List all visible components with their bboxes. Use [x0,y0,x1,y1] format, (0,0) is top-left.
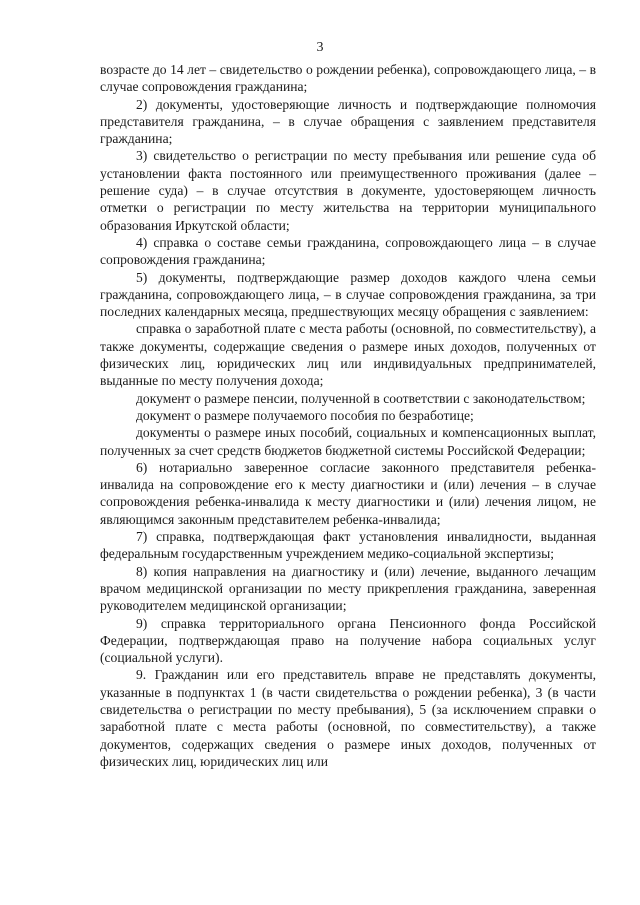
page-number: 3 [316,40,324,55]
paragraph-item-7: 7) справка, подтверждающая факт установления инвалидности, выданная федеральным государственным учреждением медико-социальной экспертизы; [100,529,596,562]
paragraph-item-5-other-benefits: документы о размере иных пособий, социальных и компенсационных выплат, полученных за счет средств бюджетов бюджетной системы Российской Федерации; [100,425,596,458]
document-body [100,61,596,770]
paragraph-item-4: 4) справка о составе семьи гражданина, сопровождающего лица – в случае сопровождения гражданина; [100,234,596,268]
paragraph-item-2: 2) документы, удостоверяющие личность и подтверждающие полномочия представителя гражданина, – в случае обращения с заявлением представителя гражданина; [100,96,596,147]
paragraph-continuation: возрасте до 14 лет – свидетельство о рождении ребенка), сопровождающего лица, – в случае сопровождения гражданина; [100,62,596,95]
paragraph-item-5-unemployment: документ о размере получаемого пособия по безработице; [136,407,474,423]
paragraph-item-5: 5) документы, подтверждающие размер доходов каждого члена семьи гражданина, сопровождающего лица, – в случае сопровождения гражданина, за три последних календарных месяца, предшествующих месяцу обращения с заявлением: [100,269,596,320]
paragraph-item-8: 8) копия направления на диагностику и (или) лечение, выданного лечащим врачом медицинской организации по месту прикрепления гражданина, заверенная руководителем медицинской организации; [100,563,596,614]
paragraph-item-3: 3) свидетельство о регистрации по месту пребывания или решение суда об установлении факта постоянного или преимущественного проживания (далее – решение суда) – в случае отсутствия в документе, удостоверяющем личность отметки о регистрации по месту жительства на территории муниципального образования Иркутской области; [100,148,596,233]
paragraph-item-9: 9) справка территориального органа Пенсионного фонда Российской Федерации, подтверждающая право на получение набора социальных услуг (социальной услуги). [100,615,596,666]
paragraph-item-5-pension: документ о размере пенсии, полученной в соответствии с законодательством; [136,390,586,406]
paragraph-section-9: 9. Гражданин или его представитель вправе не представлять документы, указанные в подпунктах 1 (в части свидетельства о рождении ребенка), 3 (в части свидетельства о регистрации по месту пребывания), 5 (за исключением справки о заработной плате с места работы (основной, по совместительству), а также документов, содержащих сведения о размере иных доходов, полученных от физических лиц, юридических лиц или [100,667,596,769]
paragraph-item-6: 6) нотариально заверенное согласие законного представителя ребенка-инвалида на сопровождение его к месту диагностики и (или) лечения – в случае сопровождения ребенка-инвалида к месту диагностики и (или) лечения лицом, не являющимся законным представителем ребенка-инвалида; [100,459,596,527]
paragraph-item-5-salary: справка о заработной плате с места работы (основной, по совместительству), а также документы, содержащие сведения о размере иных доходов, полученных от физических лиц, юридических лиц или индивидуальных предпринимателей, выданные по месту получения дохода; [100,321,596,389]
